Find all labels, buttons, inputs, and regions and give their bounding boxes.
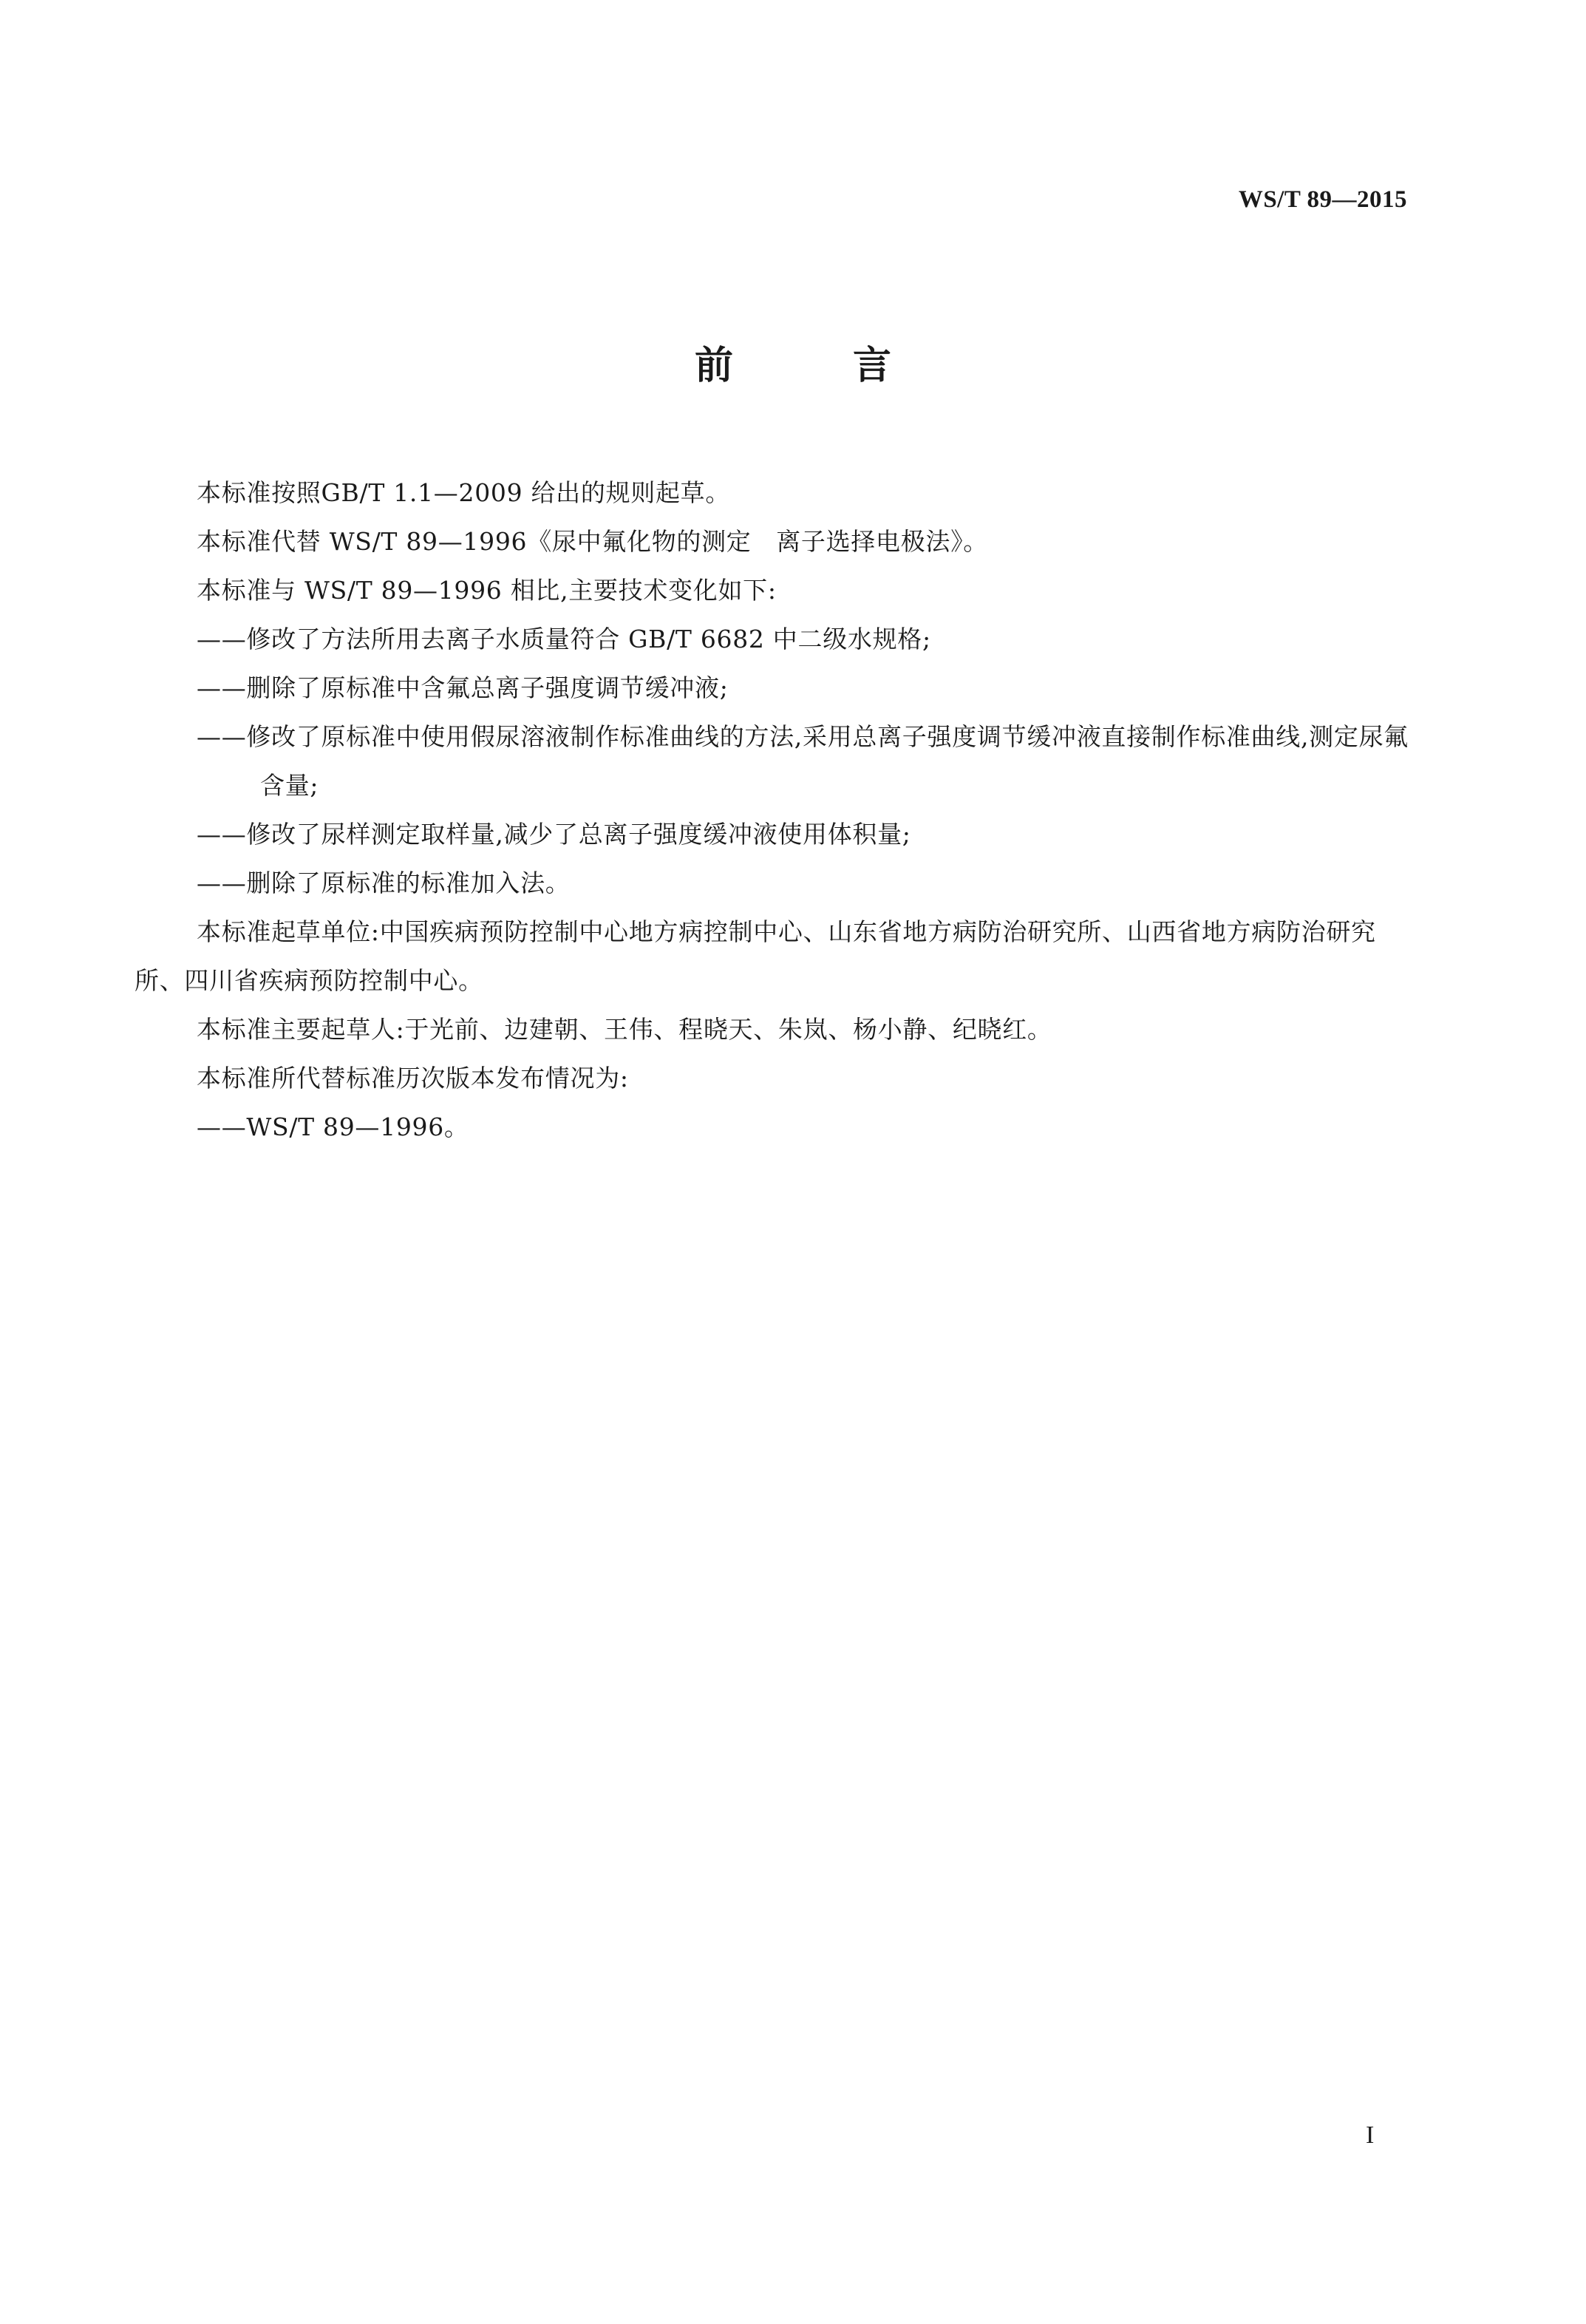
paragraph-changes-intro: 本标准与 WS/T 89—1996 相比,主要技术变化如下:: [197, 576, 777, 605]
change-item-5: ——删除了原标准的标准加入法。: [197, 869, 571, 897]
paragraph-drafters: 本标准主要起草人:于光前、边建朝、王伟、程晓天、朱岚、杨小静、纪晓红。: [197, 1015, 1052, 1044]
standard-code: WS/T 89—2015: [1238, 186, 1407, 213]
paragraph-drafting-units: 本标准起草单位:中国疾病预防控制中心地方病控制中心、山东省地方病防治研究所、山西省地方病防治研究所、四川省疾病预防控制中心。: [135, 917, 1376, 995]
foreword-body: [135, 469, 1412, 1152]
page-number: I: [1366, 2121, 1375, 2149]
paragraph-drafting-rules: 本标准按照GB/T 1.1—2009 给出的规则起草。: [197, 478, 731, 507]
version-item-1: ——WS/T 89—1996。: [197, 1112, 469, 1141]
change-item-2: ——删除了原标准中含氟总离子强度调节缓冲液;: [197, 673, 729, 702]
paragraph-version-history: 本标准所代替标准历次版本发布情况为:: [197, 1064, 629, 1093]
change-item-4: ——修改了尿样测定取样量,减少了总离子强度缓冲液使用体积量;: [197, 820, 911, 849]
page-title: 前 言: [694, 344, 945, 388]
paragraph-replaces: 本标准代替 WS/T 89—1996《尿中氟化物的测定 离子选择电极法》。: [197, 527, 989, 556]
change-item-3: ——修改了原标准中使用假尿溶液制作标准曲线的方法,采用总离子强度调节缓冲液直接制作标准曲线,测定尿氟含量;: [197, 722, 1409, 800]
change-item-1: ——修改了方法所用去离子水质量符合 GB/T 6682 中二级水规格;: [197, 625, 931, 653]
